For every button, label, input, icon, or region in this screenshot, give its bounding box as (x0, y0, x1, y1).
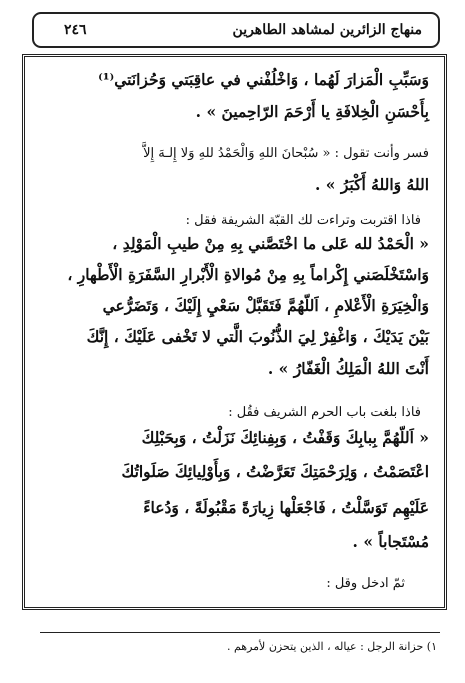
text-line-11: فاذا بلغت باب الحرم الشريف فقُل : (228, 405, 421, 420)
running-header-title: منهاج الزائرين لمشاهد الطاهرين (232, 22, 422, 38)
text-line-1: وَسَبِّبِ الْمَزارَ لَهُما ، وَاخْلُفْني في عاقِبَتي وَحُزانَتي⁽¹⁾ (98, 70, 429, 89)
text-line-8: وَالْخِيَرَةِ الْأَعْلامِ ، اَللّهُمَّ فَتَقَبَّلْ سَعْيِ إِلَيْكَ ، وَتَضَرُّعي (102, 296, 429, 315)
footnote: ١) حزانة الرجل : عياله ، الذين يتحزن لأمرهم . (226, 640, 437, 653)
page-number: ٢٤٦ (64, 22, 87, 38)
text-line-2: بِأَحْسَنِ الْخِلافَةِ يا أَرْحَمَ الرّاحِمينَ » . (195, 102, 429, 121)
text-line-7: وَاسْتَخْلَصَني إِكْراماً بِهِ مِنْ مُوالاةِ الْأَبْرارِ السَّفَرَةِ الْأَطْهارِ ، (67, 265, 429, 284)
text-line-14: عَلَيْهِم تَوَسَّلْتُ ، فَاجْعَلْها زِيارَةً مَقْبُولَةً ، وَدُعاءً (143, 498, 429, 517)
text-line-15: مُسْتَجاباً » . (352, 532, 429, 551)
text-line-9: بَيْنَ يَدَيْكَ ، وَاغْفِرْ لِيَ الذُّنُوبَ الَّتي لا تَخْفى عَلَيْكَ ، إِنَّكَ (86, 327, 429, 346)
footnote-divider (40, 632, 440, 633)
text-line-3: فسر وأنت تقول : « سُبْحانَ اللهِ وَالْحَمْدُ للهِ وَلا إِلـهَ إِلاَّ (143, 146, 429, 161)
text-line-12: « اَللّهُمَّ بِبابِكَ وَقَفْتُ ، وَبِفِنائِكَ نَزَلْتُ ، وَبِحَبْلِكَ (141, 428, 429, 447)
running-header (32, 12, 440, 48)
text-line-6: « الْحَمْدُ لله عَلى ما اخْتَصَّني بِهِ مِنْ طيبِ الْمَوْلِدِ ، (112, 234, 429, 253)
text-line-16: ثمّ ادخل وقل : (326, 576, 405, 591)
text-line-13: اعْتَصَمْتُ ، وَلِرَحْمَتِكَ تَعَرَّضْتُ ، وَبِأَوْلِيائِكَ صَلَواتُكَ (121, 462, 429, 481)
text-line-5: فاذا اقتربت وتراءت لك القبّة الشريفة فقل : (185, 213, 421, 228)
text-line-10: أَنْتَ اللهُ الْمَلِكُ الْغَفّارُ » . (267, 359, 429, 378)
text-line-4: اللهُ وَاللهُ أَكْبَرُ » . (314, 175, 429, 194)
